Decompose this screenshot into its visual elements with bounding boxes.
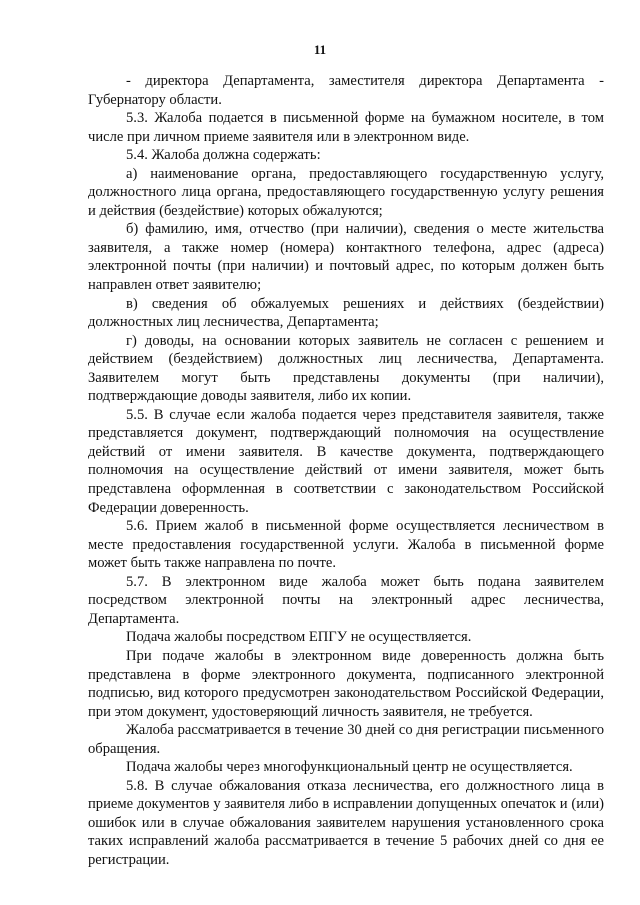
paragraph-5-7: 5.7. В электронном виде жалоба может быть подана заявителем посредством электронной почты на электронный адрес лесничества, Департамента. (88, 573, 604, 627)
paragraph-governor-appeal: - директора Департамента, заместителя директора Департамента - Губернатору области. (88, 73, 604, 108)
paragraph-5-4-a: а) наименование органа, предоставляющего государственную услугу, должностного лица органа, предоставляющего государственную услугу решения и действия (бездействие) которых обжалуются; (88, 165, 604, 219)
paragraph-5-3: 5.3. Жалоба подается в письменной форме на бумажном носителе, в том числе при личном приеме заявителя или в электронном виде. (88, 110, 604, 145)
paragraph-review-period: Жалоба рассматривается в течение 30 дней со дня регистрации письменного обращения. (88, 722, 604, 757)
paragraph-5-4-b: б) фамилию, имя, отчество (при наличии), сведения о месте жительства заявителя, а также номер (номера) контактного телефона, адрес (адреса) электронной почты (при наличии) и почтовый адрес, по которым должен быть направлен ответ заявителю; (88, 221, 604, 294)
paragraph-5-8: 5.8. В случае обжалования отказа лесничества, его должностного лица в приеме документов у заявителя либо в исправлении допущенных опечаток и (или) ошибок или в случае обжалования заявителем нарушения установленного срока таких исправлений жалоба рассматривается в течение 5 рабочих дней со дня ее регистрации. (88, 777, 604, 868)
paragraph-5-6: 5.6. Прием жалоб в письменной форме осуществляется лесничеством в месте предоставления государственной услуги. Жалоба в письменной форме может быть также направлена по почте. (88, 518, 604, 572)
page-number: 11 (313, 42, 327, 57)
paragraph-5-4-v: в) сведения об обжалуемых решениях и действиях (бездействии) должностных лиц лесничества, Департамента; (88, 295, 604, 331)
paragraph-mfc: Подача жалобы через многофункциональный центр не осуществляется. (126, 759, 573, 776)
paragraph-epgu: Подача жалобы посредством ЕПГУ не осуществляется. (126, 629, 472, 646)
paragraph-5-4-g: г) доводы, на основании которых заявитель не согласен с решением и действием (бездействием) должностных лиц лесничества, Департамента. Заявителем могут быть представлены документы (при наличии), подтверждающие доводы заявителя, либо их копии. (88, 332, 604, 405)
paragraph-5-5: 5.5. В случае если жалоба подается через представителя заявителя, также представляется документ, подтверждающий полномочия на осуществление действий от имени заявителя. В качестве документа, подтверждающего полномочия на осуществление действий от имени заявителя, может быть представлена оформленная в соответствии с законодательством Российской Федерации доверенность. (88, 406, 604, 516)
paragraph-electronic-power-of-attorney: При подаче жалобы в электронном виде доверенность должна быть представлена в форме электронного документа, подписанного электронной подписью, вид которого предусмотрен законодательством Российской Федерации, при этом документ, удостоверяющий личность заявителя, не требуется. (88, 647, 604, 720)
document-body (88, 72, 604, 870)
paragraph-5-4: 5.4. Жалоба должна содержать: (126, 147, 321, 164)
